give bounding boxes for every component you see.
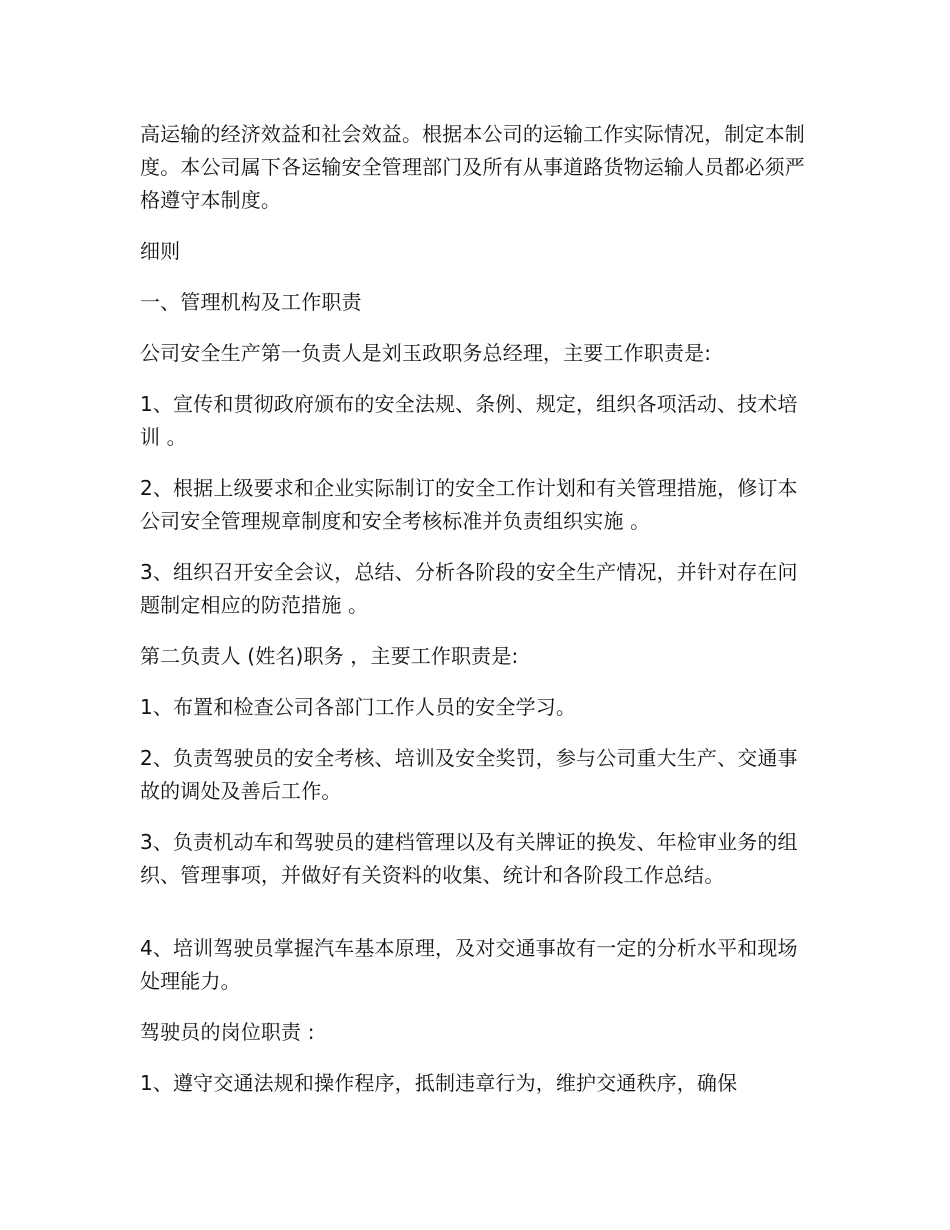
driver-duties-heading: 驾驶员的岗位职责 : <box>140 1020 315 1044</box>
second-duty-3: 3、负责机动车和驾驶员的建档管理以及有关牌证的换发、年检审业务的组织、管理事项，并做好有关资料的收集、统计和各阶段工作总结。 <box>140 830 798 887</box>
first-responsible-intro: 公司安全生产第一负责人是刘玉政职务总经理，主要工作职责是: <box>140 341 712 365</box>
second-responsible-intro: 第二负责人 (姓名)职务 ，主要工作职责是: <box>140 644 519 668</box>
section-heading-rules: 细则 <box>140 239 181 263</box>
section-heading-management: 一、管理机构及工作职责 <box>140 290 362 314</box>
second-duty-1: 1、布置和检查公司各部门工作人员的安全学习。 <box>140 695 577 719</box>
driver-duty-1: 1、遵守交通法规和操作程序，抵制违章行为，维护交通秩序，确保 <box>140 1071 738 1095</box>
first-duty-1: 1、宣传和贯彻政府颁布的安全法规、条例、规定，组织各项活动、技术培训 。 <box>140 392 798 449</box>
second-duty-2: 2、负责驾驶员的安全考核、培训及安全奖罚，参与公司重大生产、交通事故的调处及善后工作。 <box>140 746 798 803</box>
first-duty-3: 3、组织召开安全会议，总结、分析各阶段的安全生产情况，并针对存在问题制定相应的防范措施 。 <box>140 560 798 617</box>
intro-paragraph: 高运输的经济效益和社会效益。根据本公司的运输工作实际情况，制定本制度。本公司属下各运输安全管理部门及所有从事道路货物运输人员都必须严格遵守本制度。 <box>140 122 805 212</box>
first-duty-2: 2、根据上级要求和企业实际制订的安全工作计划和有关管理措施，修订本公司安全管理规章制度和安全考核标准并负责组织实施 。 <box>140 476 798 533</box>
second-duty-4: 4、培训驾驶员掌握汽车基本原理，及对交通事故有一定的分析水平和现场处理能力。 <box>140 936 798 993</box>
document-page <box>140 118 815 1118</box>
